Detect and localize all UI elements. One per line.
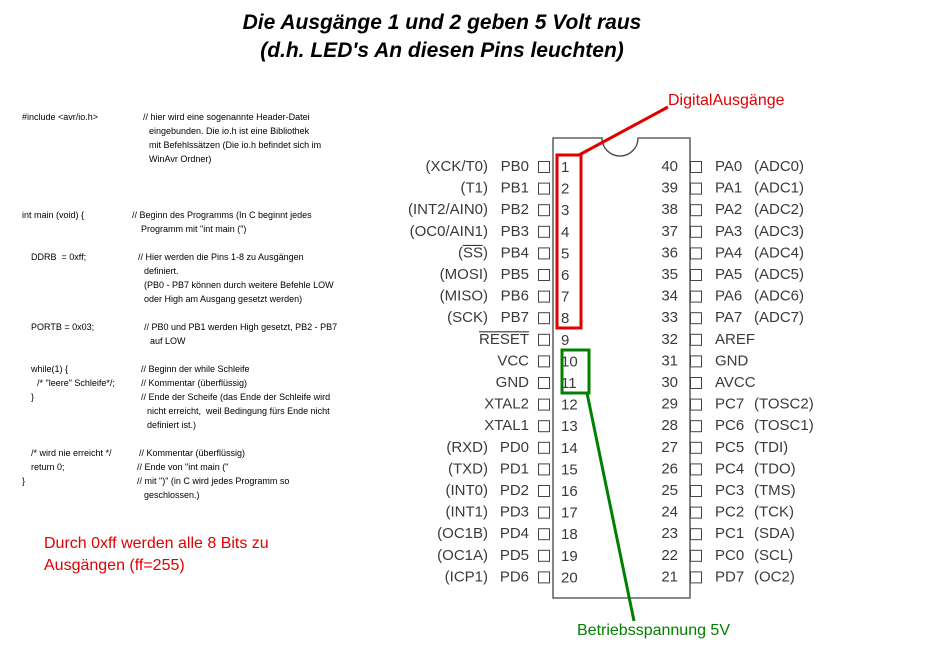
code-comment: // mit ")" (in C wird jedes Programm so — [137, 476, 290, 486]
code-comment: oder High am Ausgang gesetzt werden) — [144, 294, 303, 304]
pin-number: 16 — [561, 482, 578, 500]
note-line-2: Ausgängen (ff=255) — [44, 557, 185, 574]
pin-number: 37 — [661, 222, 678, 240]
code-line: /* "leere" Schleife*/; — [37, 378, 115, 388]
pin-pad — [691, 313, 702, 324]
pin-number: 23 — [661, 525, 678, 543]
pin-name: PD1 — [499, 460, 529, 478]
pin-alt-function: (OC0/AIN1) — [409, 222, 488, 240]
pin-alt-function: (ADC4) — [754, 244, 805, 262]
pin-alt-function: (TDO) — [754, 460, 796, 478]
pin-pad — [539, 270, 550, 281]
pin-pad — [691, 529, 702, 540]
pin-pad — [539, 378, 550, 389]
pin-name: PB7 — [500, 309, 529, 327]
pin-name: PD2 — [499, 481, 529, 499]
code-line: PORTB = 0x03; — [31, 322, 95, 332]
pin-number: 11 — [561, 374, 577, 392]
pin-pad — [691, 334, 702, 345]
pin-pad — [539, 248, 550, 259]
pin-name: PA1 — [715, 179, 743, 197]
pin-pad — [539, 464, 550, 475]
pin-alt-function: (XCK/T0) — [425, 157, 488, 175]
pin-name: PA0 — [715, 157, 743, 175]
pin-number: 33 — [661, 309, 678, 327]
pin-pad — [539, 550, 550, 561]
pin-pad — [691, 162, 702, 173]
pin-pad — [691, 291, 702, 302]
pin-number: 7 — [561, 288, 570, 306]
pin-alt-function: (TDI) — [754, 438, 789, 456]
pin-name: RESET — [478, 330, 529, 348]
pin-number: 4 — [561, 223, 570, 241]
pin-pad — [539, 442, 550, 453]
pin-name: PC5 — [715, 438, 745, 456]
pin-alt-function: (ICP1) — [444, 568, 488, 586]
code-comment: // Kommentar (überflüssig) — [141, 378, 248, 388]
code-comment: definiert. — [144, 266, 179, 276]
pin-name: PC6 — [715, 417, 745, 435]
pin-name: PA5 — [715, 265, 743, 283]
pin-alt-function: (MOSI) — [439, 265, 488, 283]
pin-number: 30 — [661, 373, 678, 391]
pin-number: 22 — [661, 546, 678, 564]
code-comment: auf LOW — [150, 336, 186, 346]
pin-name: PC4 — [715, 460, 745, 478]
pin-alt-function: (INT0) — [445, 481, 488, 499]
pin-name: XTAL1 — [484, 417, 529, 435]
code-line: #include <avr/io.h> — [22, 112, 99, 122]
pin-name: VCC — [497, 352, 529, 370]
code-line: return 0; — [31, 462, 65, 472]
code-comment: // hier wird eine sogenannte Header-Datei — [143, 112, 310, 122]
pin-name: GND — [715, 352, 749, 370]
pin-pad — [691, 507, 702, 518]
pin-name: PA6 — [715, 287, 743, 305]
code-comment: nicht erreicht, weil Bedingung fürs Ende nicht — [147, 406, 330, 416]
pin-name: PA7 — [715, 309, 743, 327]
pin-number: 32 — [661, 330, 678, 348]
pin-number: 38 — [661, 201, 678, 219]
code-comment: (PB0 - PB7 können durch weitere Befehle LOW — [144, 280, 334, 290]
pin-number: 18 — [561, 526, 578, 544]
pin-number: 14 — [561, 439, 578, 457]
pin-name: PD3 — [499, 503, 529, 521]
pin-alt-function: (ADC7) — [754, 309, 805, 327]
code-comment: // PB0 und PB1 werden High gesetzt, PB2 - PB7 — [144, 322, 338, 332]
pin-pad — [539, 183, 550, 194]
pin-pad — [539, 313, 550, 324]
pin-number: 8 — [561, 310, 570, 328]
pin-alt-function: (OC1B) — [437, 525, 488, 543]
pin-name: PD5 — [499, 546, 529, 564]
pin-pad — [539, 226, 550, 237]
code-comment: Programm mit "int main (") — [141, 224, 247, 234]
pin-number: 21 — [661, 568, 678, 586]
code-comment: // Ende von "int main (" — [137, 462, 229, 472]
pin-name: PB6 — [500, 287, 529, 305]
pin-pad — [691, 550, 702, 561]
code-comment: // Kommentar (überflüssig) — [139, 448, 246, 458]
pin-pad — [539, 486, 550, 497]
code-comment: // Ende der Scheife (das Ende der Schleife wird — [141, 392, 331, 402]
pin-alt-function: (OC2) — [754, 568, 795, 586]
code-line: int main (void) { — [22, 210, 85, 220]
pin-alt-function: (TXD) — [448, 460, 488, 478]
pin-name: PB3 — [500, 222, 529, 240]
pin-name: AVCC — [715, 373, 756, 391]
pin-number: 17 — [561, 504, 578, 522]
pin-alt-function: (ADC1) — [754, 179, 805, 197]
pin-alt-function: (TMS) — [754, 481, 796, 499]
code-line: } — [22, 476, 26, 486]
code-line: DDRB = 0xff; — [31, 252, 87, 262]
pin-name: PA4 — [715, 244, 743, 262]
pin-name: PA2 — [715, 201, 743, 219]
pin-number: 34 — [661, 287, 678, 305]
pin-alt-function: (ADC6) — [754, 287, 805, 305]
code-comment: geschlossen.) — [144, 490, 200, 500]
pin-number: 1 — [561, 158, 570, 176]
pin-name: PB2 — [500, 201, 529, 219]
pin-pad — [539, 399, 550, 410]
pin-pad — [691, 205, 702, 216]
pin-name: PB1 — [500, 179, 529, 197]
pin-pad — [691, 442, 702, 453]
pin-name: PA3 — [715, 222, 743, 240]
power-supply-callout: Betriebsspannung 5V — [577, 622, 730, 639]
pin-name: PC2 — [715, 503, 745, 521]
pin-number: 5 — [561, 245, 570, 263]
pin-pad — [691, 378, 702, 389]
pin-alt-function: (ADC3) — [754, 222, 805, 240]
pin-alt-function: (ADC5) — [754, 265, 805, 283]
code-comment: definiert ist.) — [147, 420, 197, 430]
pin-pad — [691, 486, 702, 497]
pin-name: AREF — [715, 330, 756, 348]
digital-outputs-callout: DigitalAusgänge — [668, 92, 785, 109]
pin-pad — [539, 572, 550, 583]
pin-number: 10 — [561, 353, 578, 371]
pin-number: 40 — [661, 157, 678, 175]
code-comment: WinAvr Ordner) — [149, 154, 212, 164]
pin-number: 24 — [661, 503, 678, 521]
pin-pad — [539, 356, 550, 367]
pin-number: 13 — [561, 418, 578, 436]
note-line-1: Durch 0xff werden alle 8 Bits zu — [44, 535, 269, 552]
pin-number: 28 — [661, 417, 678, 435]
pin-number: 2 — [561, 180, 570, 198]
pin-alt-function: (INT1) — [445, 503, 488, 521]
page-subtitle: (d.h. LED's An diesen Pins leuchten) — [260, 39, 624, 62]
pin-number: 20 — [561, 569, 578, 587]
pin-number: 35 — [661, 265, 678, 283]
pin-alt-function: (RXD) — [446, 438, 488, 456]
pin-pad — [539, 162, 550, 173]
pin-number: 15 — [561, 461, 578, 479]
pin-name: PC3 — [715, 481, 745, 499]
pin-name: PD4 — [499, 525, 529, 543]
pin-pad — [691, 572, 702, 583]
pin-pad — [539, 529, 550, 540]
pin-pad — [539, 421, 550, 432]
pin-number: 19 — [561, 547, 578, 565]
pin-alt-function: (OC1A) — [437, 546, 488, 564]
code-comment: // Beginn der while Schleife — [141, 364, 250, 374]
page-title: Die Ausgänge 1 und 2 geben 5 Volt raus — [242, 11, 642, 34]
pin-alt-function: (SCK) — [447, 309, 488, 327]
code-comment: eingebunden. Die io.h ist eine Bibliothek — [149, 126, 310, 136]
pin-name: PC1 — [715, 525, 745, 543]
pin-name: PC7 — [715, 395, 745, 413]
pin-number: 27 — [661, 438, 678, 456]
pin-pad — [691, 356, 702, 367]
code-comment: // Hier werden die Pins 1-8 zu Ausgängen — [138, 252, 304, 262]
code-line: while(1) { — [31, 364, 69, 374]
pin-number: 31 — [661, 352, 678, 370]
pin-name: PB0 — [500, 157, 529, 175]
pin-pad — [691, 464, 702, 475]
pin-alt-function: (MISO) — [439, 287, 488, 305]
pin-pad — [691, 183, 702, 194]
code-line: } — [31, 392, 35, 402]
pin-number: 39 — [661, 179, 678, 197]
pin-number: 9 — [561, 331, 570, 349]
pin-name: PD6 — [499, 568, 529, 586]
pin-alt-function: (INT2/AIN0) — [407, 201, 488, 219]
pin-pad — [691, 226, 702, 237]
pin-pad — [691, 248, 702, 259]
pin-number: 25 — [661, 481, 678, 499]
pin-number: 26 — [661, 460, 678, 478]
pin-number: 29 — [661, 395, 678, 413]
pin-number: 3 — [561, 202, 570, 220]
pin-pad — [691, 270, 702, 281]
pin-name: PB5 — [500, 265, 529, 283]
pin-alt-function: (TCK) — [754, 503, 794, 521]
pin-number: 12 — [561, 396, 578, 414]
pin-pad — [539, 507, 550, 518]
pin-alt-function: (ADC2) — [754, 201, 805, 219]
pin-number: 6 — [561, 266, 570, 284]
pin-alt-function: (T1) — [460, 179, 488, 197]
pin-name: PC0 — [715, 546, 745, 564]
pin-name: XTAL2 — [484, 395, 529, 413]
pin-alt-function: (ADC0) — [754, 157, 805, 175]
pin-pad — [539, 205, 550, 216]
pin-number: 36 — [661, 244, 678, 262]
pin-alt-function: (SCL) — [754, 546, 794, 564]
pin-pad — [691, 399, 702, 410]
pin-pad — [691, 421, 702, 432]
pin-name: PB4 — [500, 244, 529, 262]
pin-alt-function: (TOSC1) — [754, 417, 814, 435]
pin-alt-function: (SS) — [458, 244, 488, 262]
code-comment: mit Befehlssätzen (Die io.h befindet sich im — [149, 140, 322, 150]
pin-pad — [539, 334, 550, 345]
pin-name: PD7 — [715, 568, 745, 586]
pin-name: PD0 — [499, 438, 529, 456]
code-comment: // Beginn des Programms (In C beginnt jedes — [132, 210, 312, 220]
pin-pad — [539, 291, 550, 302]
pin-name: GND — [495, 373, 529, 391]
pin-alt-function: (SDA) — [754, 525, 795, 543]
pin-alt-function: (TOSC2) — [754, 395, 814, 413]
code-line: /* wird nie erreicht */ — [31, 448, 112, 458]
